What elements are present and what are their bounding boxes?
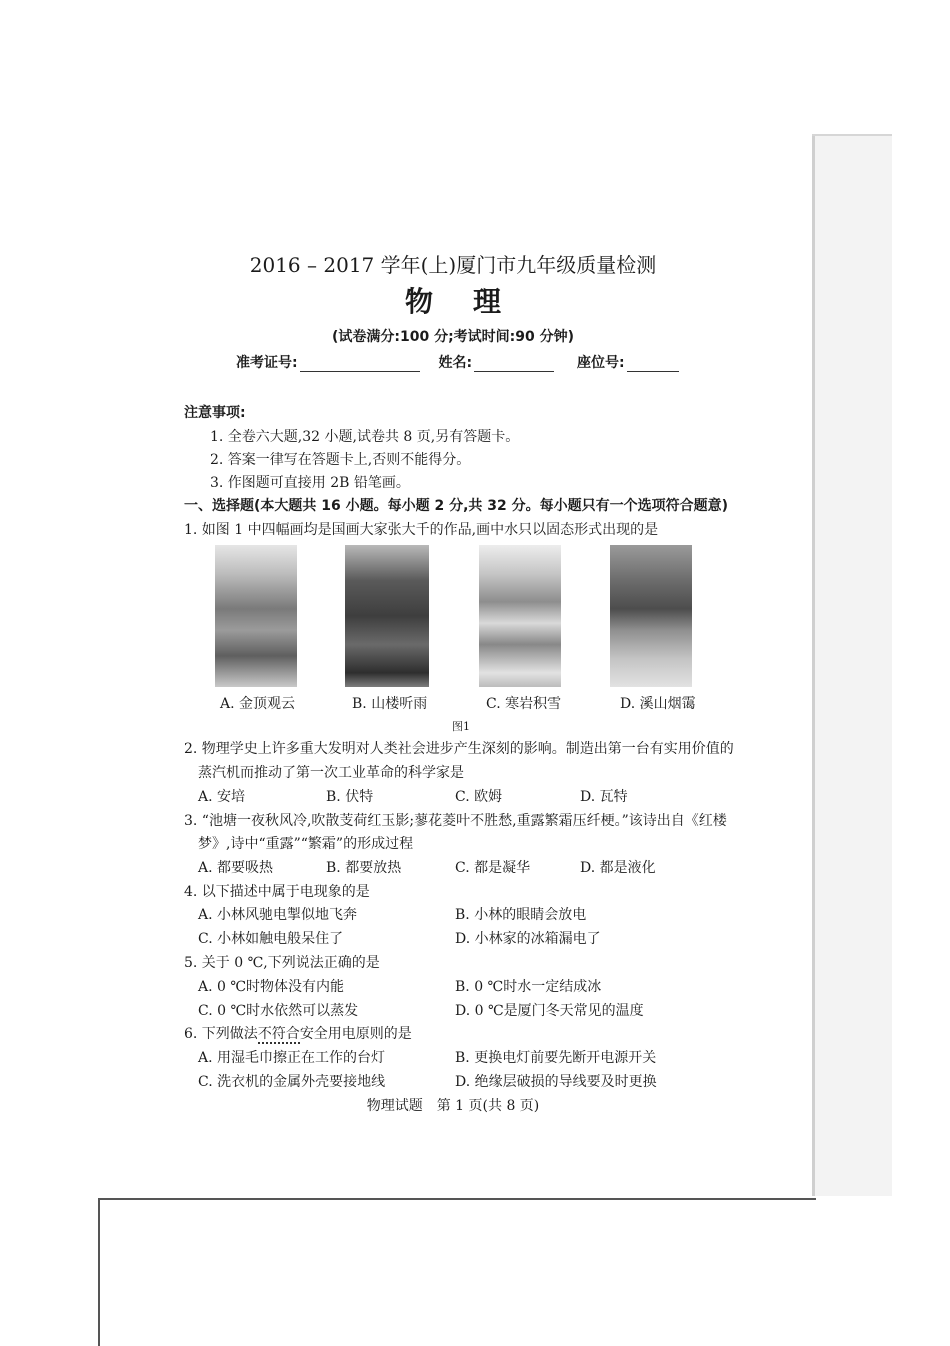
- option: A. 用湿毛巾擦正在工作的台灯: [198, 1050, 386, 1066]
- exam-title: 2016 – 2017 学年(上)厦门市九年级质量检测: [249, 253, 657, 277]
- figure-label: 图1: [452, 720, 470, 733]
- painting-image: [479, 545, 561, 687]
- option: D. 小林家的冰箱漏电了: [455, 931, 601, 947]
- next-page-frame: [98, 1198, 816, 1346]
- question-stem: 2. 物理学史上许多重大发明对人类社会进步产生深刻的影响。制造出第一台有实用价值的: [184, 741, 734, 757]
- painting-caption: A. 金顶观云: [220, 696, 296, 712]
- option: A. 都要吸热: [198, 860, 274, 876]
- option: B. 0 ℃时水一定结成冰: [455, 979, 602, 995]
- option: C. 小林如触电般呆住了: [198, 931, 344, 947]
- painting-caption: B. 山楼听雨: [352, 696, 428, 712]
- painting-image: [215, 545, 297, 687]
- section-heading: 一、选择题(本大题共 16 小题。每小题 2 分,共 32 分。每小题只有一个选项符合题意): [184, 498, 729, 514]
- option: B. 更换电灯前要先断开电源开关: [455, 1050, 657, 1066]
- notice-item: 1. 全卷六大题,32 小题,试卷共 8 页,另有答题卡。: [210, 429, 520, 445]
- question-stem: 蒸汽机而推动了第一次工业革命的科学家是: [198, 765, 464, 781]
- field-label-seat: 座位号:: [576, 355, 625, 371]
- notice-item: 2. 答案一律写在答题卡上,否则不能得分。: [210, 452, 471, 468]
- question-stem: 梦》,诗中“重露”“繁霜”的形成过程: [198, 836, 414, 852]
- option: C. 都是凝华: [455, 860, 531, 876]
- option: D. 瓦特: [580, 789, 628, 805]
- scan-edge-top: [812, 134, 892, 136]
- question-stem: 1. 如图 1 中四幅画均是国画大家张大千的作品,画中水只以固态形式出现的是: [184, 522, 659, 538]
- exam-info: (试卷满分:100 分;考试时间:90 分钟): [331, 329, 575, 345]
- notice-heading: 注意事项:: [184, 405, 246, 421]
- option: D. 都是液化: [580, 860, 656, 876]
- question-stem: 5. 关于 0 ℃,下列说法正确的是: [184, 955, 380, 971]
- question-stem: 3. “池塘一夜秋风冷,吹散芰荷红玉影;蓼花菱叶不胜愁,重露繁霜压纤梗。”该诗出自《红楼: [184, 813, 727, 829]
- seat-blank: [627, 357, 679, 372]
- option: A. 0 ℃时物体没有内能: [198, 979, 345, 995]
- option: C. 洗衣机的金属外壳要接地线: [198, 1074, 386, 1090]
- emphasis-text: 不符合: [257, 1026, 300, 1042]
- subject-title: 物理: [404, 285, 541, 318]
- page-footer: 物理试题 第 1 页(共 8 页): [366, 1098, 540, 1114]
- option: B. 小林的眼睛会放电: [455, 907, 587, 923]
- stem-text: 安全用电原则的是: [299, 1026, 412, 1042]
- option: D. 0 ℃是厦门冬天常见的温度: [455, 1003, 644, 1019]
- field-label-exam-number: 准考证号:: [236, 355, 298, 371]
- question-stem: [184, 1025, 412, 1043]
- name-blank: [474, 357, 554, 372]
- option: D. 绝缘层破损的导线要及时更换: [455, 1074, 657, 1090]
- option: C. 欧姆: [455, 789, 503, 805]
- exam-number-blank: [300, 357, 420, 372]
- painting-caption: D. 溪山烟霭: [620, 696, 696, 712]
- option: B. 伏特: [326, 789, 374, 805]
- question-stem: 4. 以下描述中属于电现象的是: [184, 884, 370, 900]
- candidate-fields: [236, 354, 679, 372]
- painting-image: [345, 545, 429, 687]
- notice-item: 3. 作图题可直接用 2B 铅笔画。: [210, 475, 410, 491]
- option: A. 小林风驰电掣似地飞奔: [198, 907, 358, 923]
- field-label-name: 姓名:: [438, 355, 473, 371]
- painting-caption: C. 寒岩积雪: [486, 696, 562, 712]
- option: B. 都要放热: [326, 860, 402, 876]
- option: C. 0 ℃时水依然可以蒸发: [198, 1003, 359, 1019]
- stem-text: 6. 下列做法: [184, 1026, 258, 1042]
- painting-image: [610, 545, 692, 687]
- option: A. 安培: [198, 789, 246, 805]
